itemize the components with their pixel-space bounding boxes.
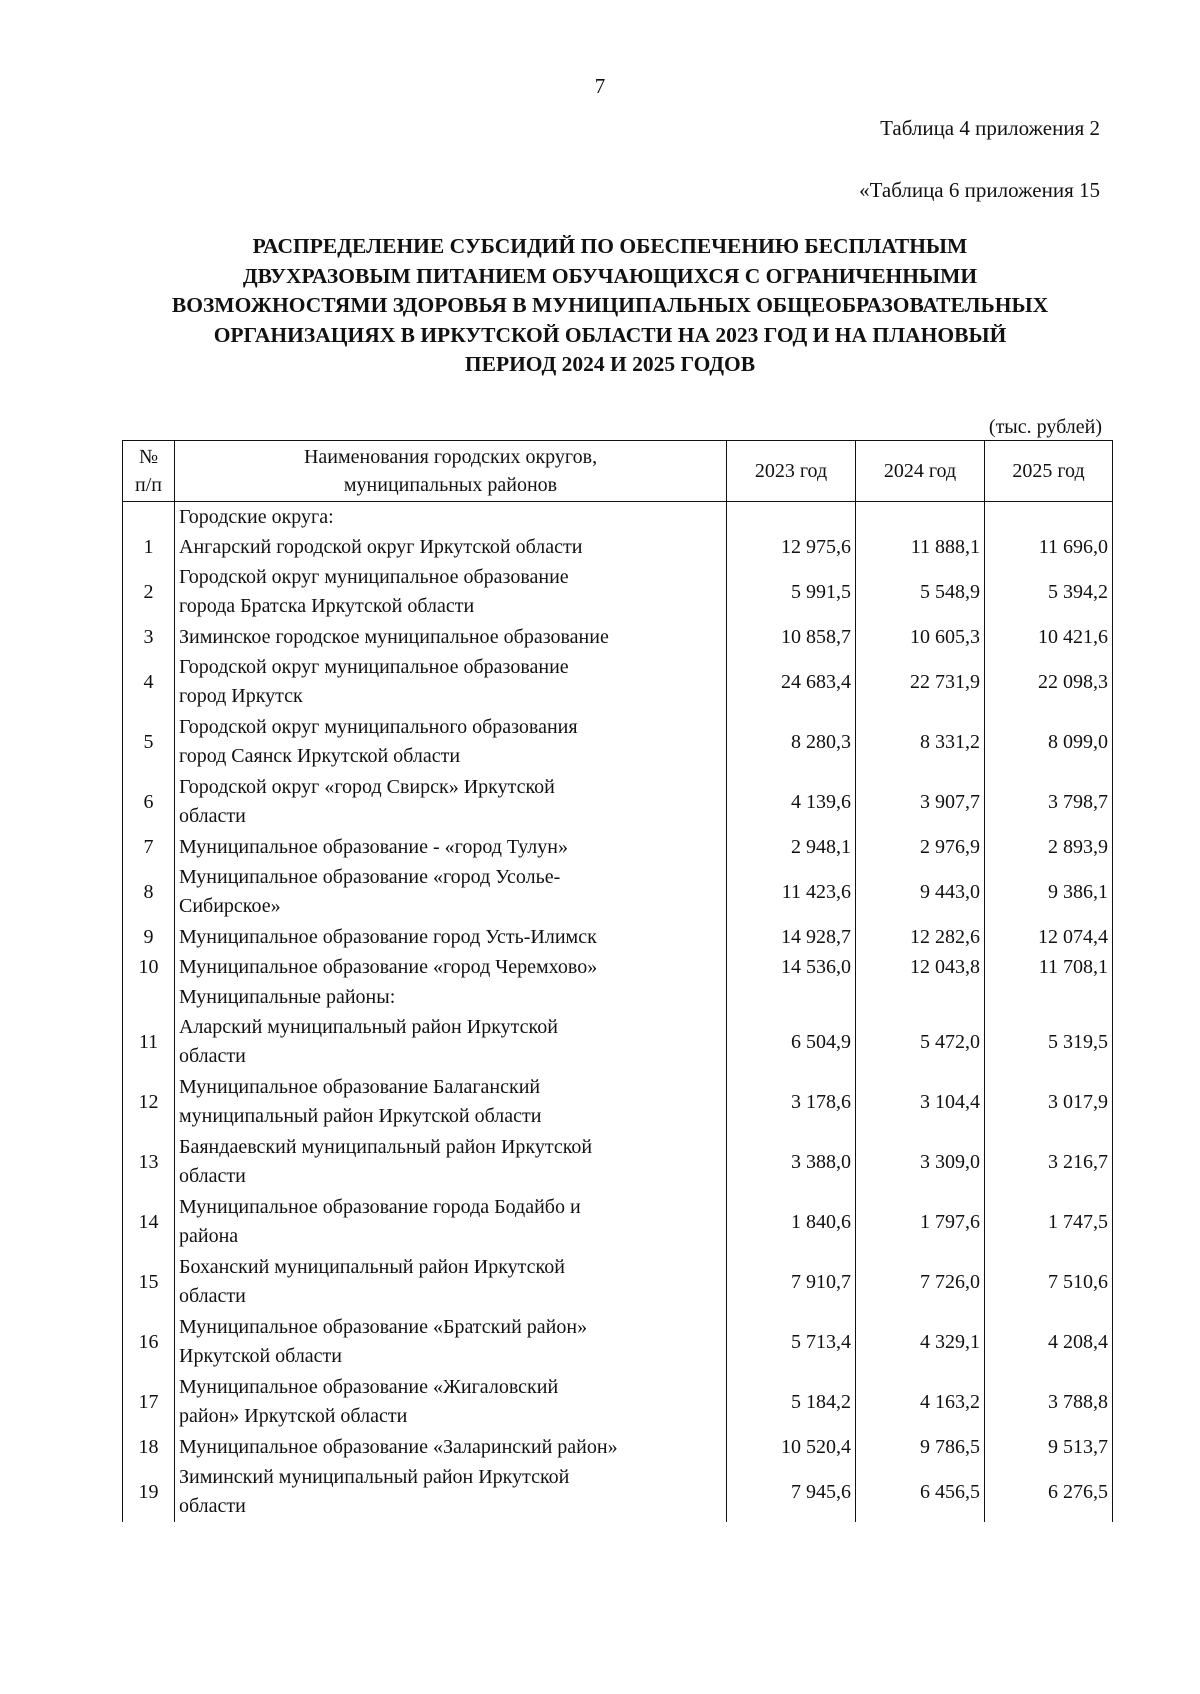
name-line: район» Иркутской области: [179, 1405, 408, 1427]
table-row: [123, 832, 1113, 862]
name-line: Муниципальное образование «город Черемхово»: [179, 955, 598, 978]
row-number: 1: [123, 532, 175, 562]
value-2025: 8 099,0: [985, 712, 1113, 772]
empty-cell: [727, 502, 856, 533]
value-2025: 3 017,9: [985, 1072, 1113, 1132]
value-2023: 7 945,6: [727, 1462, 856, 1522]
row-number: 17: [123, 1372, 175, 1432]
municipality-name: [175, 1072, 727, 1132]
value-2025: 5 319,5: [985, 1012, 1113, 1072]
title-line: ОРГАНИЗАЦИЯХ В ИРКУТСКОЙ ОБЛАСТИ НА 2023 ГОД И НА ПЛАНОВЫЙ: [213, 322, 1007, 347]
value-2023: 8 280,3: [727, 712, 856, 772]
value-2023: 5 184,2: [727, 1372, 856, 1432]
municipality-name: [175, 712, 727, 772]
table-row: [123, 1462, 1113, 1522]
value-2023: 24 683,4: [727, 652, 856, 712]
row-number: 3: [123, 622, 175, 652]
table-row: [123, 562, 1113, 622]
municipality-name: [175, 1252, 727, 1312]
name-line: Муниципальное образование - «город Тулун»: [179, 835, 568, 858]
name-line: Городской округ муниципальное образование: [179, 566, 569, 588]
value-2023: 1 840,6: [727, 1192, 856, 1252]
row-number: 14: [123, 1192, 175, 1252]
row-number: 19: [123, 1462, 175, 1522]
municipality-name: [175, 1432, 727, 1462]
row-number: 8: [123, 862, 175, 922]
value-2024: 5 472,0: [856, 1012, 985, 1072]
value-2025: 11 696,0: [985, 532, 1113, 562]
value-2023: 2 948,1: [727, 832, 856, 862]
appendix-reference: Таблица 4 приложения 2: [880, 116, 1100, 140]
municipality-name: [175, 862, 727, 922]
value-2025: 3 798,7: [985, 772, 1113, 832]
value-2024: 9 786,5: [856, 1432, 985, 1462]
name-line: Муниципальное образование «Жигаловский: [179, 1376, 559, 1398]
page-number: 7: [594, 74, 606, 98]
value-2024: 4 163,2: [856, 1372, 985, 1432]
municipality-name: [175, 652, 727, 712]
row-number: 12: [123, 1072, 175, 1132]
value-2023: 3 388,0: [727, 1132, 856, 1192]
header-2023: 2023 год: [727, 441, 856, 502]
value-2025: 4 208,4: [985, 1312, 1113, 1372]
value-2023: 14 536,0: [727, 952, 856, 982]
name-line: Аларский муниципальный район Иркутской: [179, 1016, 558, 1038]
row-number: 15: [123, 1252, 175, 1312]
group-label: Городские округа:: [175, 502, 727, 533]
row-number: 13: [123, 1132, 175, 1192]
title-line: ПЕРИОД 2024 И 2025 ГОДОВ: [464, 352, 756, 376]
table-row: [123, 1312, 1113, 1372]
row-number: 16: [123, 1312, 175, 1372]
value-2023: 5 713,4: [727, 1312, 856, 1372]
name-line: Муниципальное образование «город Усолье-: [179, 866, 561, 888]
value-2025: 2 893,9: [985, 832, 1113, 862]
table-row: [123, 1192, 1113, 1252]
municipality-name: [175, 1012, 727, 1072]
name-line: области: [179, 1165, 246, 1187]
municipality-name: [175, 1372, 727, 1432]
value-2023: 7 910,7: [727, 1252, 856, 1312]
row-number: 18: [123, 1432, 175, 1462]
value-2024: 3 907,7: [856, 772, 985, 832]
name-line: муниципальный район Иркутской области: [179, 1105, 542, 1127]
group-header-row: [123, 502, 1113, 533]
table-row: [123, 1132, 1113, 1192]
value-2025: 12 074,4: [985, 922, 1113, 952]
title-line: ВОЗМОЖНОСТЯМИ ЗДОРОВЬЯ В МУНИЦИПАЛЬНЫХ ОБЩЕОБРАЗОВАТЕЛЬНЫХ: [171, 293, 1049, 317]
name-line: Боханский муниципальный район Иркутской: [179, 1256, 565, 1278]
value-2025: 22 098,3: [985, 652, 1113, 712]
value-2024: 3 104,4: [856, 1072, 985, 1132]
name-line: города Братска Иркутской области: [179, 595, 475, 617]
value-2024: 8 331,2: [856, 712, 985, 772]
value-2024: 9 443,0: [856, 862, 985, 922]
row-number: 4: [123, 652, 175, 712]
value-2024: 1 797,6: [856, 1192, 985, 1252]
table-row: [123, 532, 1113, 562]
row-number: 7: [123, 832, 175, 862]
name-line: Городской округ «город Свирск» Иркутской: [179, 776, 555, 798]
value-2025: 6 276,5: [985, 1462, 1113, 1522]
name-line: района: [179, 1225, 239, 1247]
name-line: области: [179, 805, 246, 827]
header-2024: 2024 год: [856, 441, 985, 502]
value-2025: 1 747,5: [985, 1192, 1113, 1252]
header-2025: 2025 год: [985, 441, 1113, 502]
municipality-name: [175, 832, 727, 862]
group-header-row: [123, 982, 1113, 1012]
municipality-name: [175, 1192, 727, 1252]
table-row: [123, 1432, 1113, 1462]
municipality-name: [175, 952, 727, 982]
name-line: Муниципальное образование «Братский район»: [179, 1316, 588, 1338]
empty-cell: [985, 982, 1113, 1012]
value-2024: 12 043,8: [856, 952, 985, 982]
table-row: [123, 1372, 1113, 1432]
value-2023: 4 139,6: [727, 772, 856, 832]
name-line: области: [179, 1045, 246, 1067]
row-number: 2: [123, 562, 175, 622]
table-row: [123, 772, 1113, 832]
document-title: [110, 232, 1110, 380]
value-2023: 3 178,6: [727, 1072, 856, 1132]
municipality-name: [175, 622, 727, 652]
units-label: (тыс. рублей): [988, 416, 1102, 438]
table-row: [123, 712, 1113, 772]
value-2023: 10 520,4: [727, 1432, 856, 1462]
table-reference: «Таблица 6 приложения 15: [859, 178, 1100, 202]
municipality-name: [175, 532, 727, 562]
value-2024: 10 605,3: [856, 622, 985, 652]
value-2025: 3 216,7: [985, 1132, 1113, 1192]
empty-cell: [856, 502, 985, 533]
table-row: [123, 1252, 1113, 1312]
header-number: № п/п: [123, 441, 175, 502]
table-row: [123, 1072, 1113, 1132]
table-row: [123, 952, 1113, 982]
row-number: 10: [123, 952, 175, 982]
table-row: [123, 922, 1113, 952]
value-2024: 6 456,5: [856, 1462, 985, 1522]
name-line: области: [179, 1495, 246, 1517]
table-header-row: [123, 441, 1113, 502]
municipality-name: [175, 1462, 727, 1522]
row-number: [123, 502, 175, 533]
value-2025: 7 510,6: [985, 1252, 1113, 1312]
name-line: Муниципальное образование «Заларинский район»: [179, 1435, 618, 1458]
name-line: Ангарский городской округ Иркутской области: [179, 535, 583, 558]
value-2025: 10 421,6: [985, 622, 1113, 652]
value-2024: 12 282,6: [856, 922, 985, 952]
name-line: Иркутской области: [179, 1345, 342, 1367]
value-2025: 11 708,1: [985, 952, 1113, 982]
name-line: Сибирское»: [179, 895, 281, 917]
value-2025: 5 394,2: [985, 562, 1113, 622]
value-2025: 3 788,8: [985, 1372, 1113, 1432]
row-number: 11: [123, 1012, 175, 1072]
table-row: [123, 652, 1113, 712]
name-line: Городской округ муниципальное образование: [179, 656, 569, 678]
value-2023: 11 423,6: [727, 862, 856, 922]
row-number: 6: [123, 772, 175, 832]
value-2024: 4 329,1: [856, 1312, 985, 1372]
value-2024: 2 976,9: [856, 832, 985, 862]
value-2024: 3 309,0: [856, 1132, 985, 1192]
municipality-name: [175, 562, 727, 622]
value-2023: 12 975,6: [727, 532, 856, 562]
value-2023: 5 991,5: [727, 562, 856, 622]
name-line: Баяндаевский муниципальный район Иркутской: [179, 1136, 593, 1158]
value-2024: 11 888,1: [856, 532, 985, 562]
title-line: РАСПРЕДЕЛЕНИЕ СУБСИДИЙ ПО ОБЕСПЕЧЕНИЮ БЕСПЛАТНЫМ: [252, 234, 968, 258]
value-2024: 5 548,9: [856, 562, 985, 622]
municipality-name: [175, 922, 727, 952]
municipality-name: [175, 772, 727, 832]
name-line: Муниципальное образование Балаганский: [179, 1076, 541, 1098]
name-line: Городской округ муниципального образования: [179, 716, 578, 738]
value-2023: 10 858,7: [727, 622, 856, 652]
name-line: Зиминский муниципальный район Иркутской: [179, 1466, 570, 1488]
table-row: [123, 862, 1113, 922]
value-2023: 6 504,9: [727, 1012, 856, 1072]
header-name: Наименования городских округов, муниципальных районов: [175, 441, 727, 502]
row-number: [123, 982, 175, 1012]
group-label: Муниципальные районы:: [175, 982, 727, 1012]
name-line: город Иркутск: [179, 685, 303, 707]
empty-cell: [856, 982, 985, 1012]
row-number: 9: [123, 922, 175, 952]
empty-cell: [727, 982, 856, 1012]
municipality-name: [175, 1132, 727, 1192]
table-row: [123, 622, 1113, 652]
name-line: Зиминское городское муниципальное образование: [179, 625, 609, 648]
value-2024: 22 731,9: [856, 652, 985, 712]
title-line: ДВУХРАЗОВЫМ ПИТАНИЕМ ОБУЧАЮЩИХСЯ С ОГРАНИЧЕННЫМИ: [242, 263, 978, 288]
empty-cell: [985, 502, 1113, 533]
subsidy-table: [122, 440, 1113, 1522]
municipality-name: [175, 1312, 727, 1372]
name-line: области: [179, 1285, 246, 1307]
table-body: [123, 502, 1113, 1523]
value-2023: 14 928,7: [727, 922, 856, 952]
table-row: [123, 1012, 1113, 1072]
name-line: город Саянск Иркутской области: [179, 745, 461, 767]
value-2024: 7 726,0: [856, 1252, 985, 1312]
row-number: 5: [123, 712, 175, 772]
name-line: Муниципальное образование город Усть-Илимск: [179, 925, 597, 948]
value-2025: 9 513,7: [985, 1432, 1113, 1462]
name-line: Муниципальное образование города Бодайбо и: [179, 1196, 581, 1218]
value-2025: 9 386,1: [985, 862, 1113, 922]
